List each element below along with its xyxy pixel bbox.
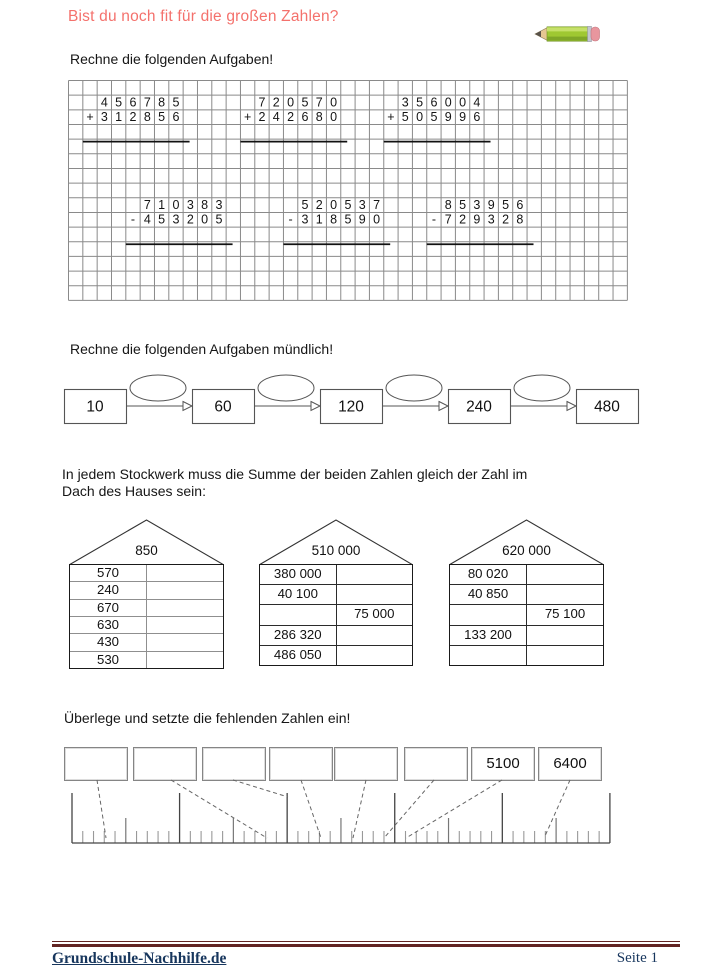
house-cell-empty bbox=[147, 617, 223, 633]
sequence-value: 60 bbox=[214, 398, 232, 416]
connector-dashed-line bbox=[97, 780, 106, 838]
house-cell-value: 133 200 bbox=[450, 626, 527, 645]
footer-page-number: Seite 1 bbox=[616, 950, 658, 966]
operator-sign: + bbox=[243, 110, 252, 125]
house-cell-empty bbox=[337, 626, 413, 645]
operand-digit: 8 bbox=[143, 110, 151, 125]
house-roof bbox=[259, 519, 413, 565]
house-cell-value: 80 020 bbox=[450, 565, 527, 584]
arrow-head-icon bbox=[311, 402, 320, 411]
house-floor bbox=[70, 581, 223, 598]
operand-digit: 8 bbox=[158, 95, 166, 110]
house-body bbox=[69, 564, 224, 669]
house-cell-empty bbox=[147, 652, 223, 668]
operand-digit: 7 bbox=[373, 198, 381, 213]
arrow-head-icon bbox=[439, 402, 448, 411]
house-cell-empty bbox=[450, 646, 527, 665]
house-cell-value: 570 bbox=[70, 565, 147, 581]
house-roof bbox=[449, 519, 604, 565]
operand-digit: 0 bbox=[373, 212, 381, 227]
house-body bbox=[259, 564, 413, 666]
arrow-head-icon bbox=[183, 402, 192, 411]
house-cell-value: 40 850 bbox=[450, 585, 527, 604]
operand-digit: 3 bbox=[358, 198, 366, 213]
house-floor bbox=[260, 645, 412, 665]
operand-digit: 4 bbox=[143, 212, 151, 227]
house-floor bbox=[70, 565, 223, 581]
missing-number-box bbox=[404, 747, 468, 781]
house bbox=[69, 519, 224, 667]
house-floor bbox=[450, 604, 603, 624]
missing-number-box bbox=[133, 747, 197, 781]
house-floor bbox=[260, 565, 412, 584]
house bbox=[449, 519, 604, 642]
section3-label bbox=[62, 466, 527, 499]
operator-sign: - bbox=[431, 212, 437, 227]
house-floor bbox=[450, 565, 603, 584]
house-floor bbox=[70, 599, 223, 616]
operation-oval bbox=[130, 375, 186, 401]
house-cell-empty bbox=[147, 582, 223, 598]
operator-sign: + bbox=[387, 110, 395, 125]
house-cell-value: 430 bbox=[70, 634, 147, 650]
operand-digit: 9 bbox=[487, 198, 495, 213]
pencil-icon bbox=[533, 23, 601, 45]
house-cell-empty bbox=[527, 585, 603, 604]
connector-dashed-line bbox=[545, 780, 570, 836]
house-cell-value: 75 000 bbox=[354, 606, 395, 622]
operand-digit: 9 bbox=[358, 212, 366, 227]
missing-number-box bbox=[64, 747, 128, 781]
operand-digit: 0 bbox=[444, 95, 452, 110]
operand-digit: 0 bbox=[416, 110, 424, 125]
house-cell-value: 486 050 bbox=[260, 646, 337, 665]
house-floor bbox=[260, 625, 412, 645]
operand-digit: 3 bbox=[487, 212, 495, 227]
operand-digit: 5 bbox=[115, 95, 123, 110]
section2-label: Rechne die folgenden Aufgaben mündlich! bbox=[70, 341, 334, 357]
operand-digit: 7 bbox=[143, 95, 151, 110]
operand-digit: 2 bbox=[459, 212, 467, 227]
operand-digit: 5 bbox=[172, 95, 180, 110]
operand-digit: 1 bbox=[158, 198, 166, 213]
house-floor bbox=[70, 616, 223, 633]
operator-sign: - bbox=[130, 212, 136, 227]
operand-digit: 8 bbox=[516, 212, 524, 227]
operand-digit: 6 bbox=[516, 198, 524, 213]
house-cell-empty bbox=[147, 634, 223, 650]
house-cell-empty bbox=[527, 565, 603, 584]
operand-digit: 6 bbox=[129, 95, 137, 110]
house-floor bbox=[260, 584, 412, 604]
roof-sum-label: 850 bbox=[135, 543, 158, 558]
operand-digit: 2 bbox=[186, 212, 194, 227]
house-cell-value: 380 000 bbox=[260, 565, 337, 584]
instruction-line-1: In jedem Stockwerk muss die Summe der beiden Zahlen gleich der Zahl im bbox=[62, 466, 528, 482]
houses-figure bbox=[0, 519, 714, 665]
operand-digit: 4 bbox=[473, 95, 481, 110]
roof-sum-label: 620 000 bbox=[502, 543, 551, 558]
house-cell-value: 286 320 bbox=[260, 626, 337, 645]
missing-number-box bbox=[202, 747, 266, 781]
operand-digit: 7 bbox=[143, 198, 151, 213]
operand-digit: 8 bbox=[315, 110, 323, 125]
operand-digit: 5 bbox=[502, 198, 510, 213]
sequence-value: 120 bbox=[338, 398, 364, 416]
operand-digit: 9 bbox=[473, 212, 481, 227]
given-number-box: 5100 bbox=[471, 747, 535, 781]
operand-digit: 4 bbox=[272, 110, 280, 125]
operator-sign: + bbox=[86, 110, 94, 125]
sequence-value: 480 bbox=[594, 398, 620, 416]
footer-site-link[interactable]: Grundschule-Nachhilfe.de bbox=[52, 950, 227, 967]
operand-digit: 5 bbox=[344, 212, 352, 227]
operand-digit: 7 bbox=[258, 95, 266, 110]
operand-digit: 0 bbox=[287, 95, 295, 110]
given-number-box: 6400 bbox=[538, 747, 602, 781]
operator-sign: - bbox=[288, 212, 293, 227]
roof-sum-label: 510 000 bbox=[311, 543, 361, 558]
operand-digit: 9 bbox=[459, 110, 467, 125]
house-cell-value: 630 bbox=[70, 617, 147, 633]
connector-dashed-line bbox=[301, 780, 321, 838]
operand-digit: 6 bbox=[430, 95, 438, 110]
missing-number-box bbox=[269, 747, 333, 781]
house-cell-empty bbox=[450, 605, 527, 624]
house-cell-empty bbox=[527, 646, 603, 665]
operand-digit: 2 bbox=[315, 198, 323, 213]
sequence-value: 10 bbox=[86, 398, 104, 416]
operand-digit: 2 bbox=[502, 212, 510, 227]
house-floor bbox=[450, 584, 603, 604]
connector-dashed-line bbox=[406, 780, 502, 838]
operand-digit: 5 bbox=[301, 198, 309, 213]
operand-digit: 5 bbox=[430, 110, 438, 125]
operation-oval bbox=[386, 375, 442, 401]
operand-digit: 3 bbox=[100, 110, 108, 125]
house-cell-empty bbox=[260, 605, 337, 624]
house-floor bbox=[260, 604, 412, 624]
house-cell-empty bbox=[337, 646, 413, 665]
operand-digit: 2 bbox=[258, 110, 266, 125]
operand-digit: 2 bbox=[129, 110, 137, 125]
house-cell-value: 240 bbox=[70, 582, 147, 598]
operand-digit: 4 bbox=[100, 95, 108, 110]
house-cell-empty bbox=[527, 626, 603, 645]
house-cell-value: 530 bbox=[70, 652, 147, 668]
operand-digit: 0 bbox=[201, 212, 209, 227]
house-cell-value: 75 100 bbox=[544, 606, 586, 622]
operand-digit: 5 bbox=[158, 110, 166, 125]
operand-digit: 5 bbox=[158, 212, 166, 227]
operand-digit: 3 bbox=[401, 95, 409, 110]
operand-digit: 2 bbox=[287, 110, 295, 125]
operand-digit: 3 bbox=[186, 198, 194, 213]
operand-digit: 0 bbox=[330, 110, 338, 125]
house-cell-empty bbox=[337, 565, 413, 584]
house-body bbox=[449, 564, 604, 666]
operand-digit: 3 bbox=[172, 212, 180, 227]
arrow-head-icon bbox=[567, 402, 576, 411]
operation-oval bbox=[514, 375, 570, 401]
house-roof bbox=[69, 519, 224, 565]
missing-number-box bbox=[334, 747, 398, 781]
operand-digit: 6 bbox=[172, 110, 180, 125]
house-floor bbox=[70, 651, 223, 668]
operand-digit: 5 bbox=[215, 212, 223, 227]
operand-digit: 2 bbox=[272, 95, 280, 110]
house-cell-value: 40 100 bbox=[260, 585, 337, 604]
operand-digit: 5 bbox=[416, 95, 424, 110]
page-title: Bist du noch fit für die großen Zahlen? bbox=[68, 8, 339, 25]
section1-label: Rechne die folgenden Aufgaben! bbox=[70, 51, 274, 67]
section4-label: Überlege und setzte die fehlenden Zahlen ein! bbox=[64, 710, 351, 726]
operand-digit: 3 bbox=[473, 198, 481, 213]
doubling-sequence-figure bbox=[0, 360, 714, 430]
sequence-value: 240 bbox=[466, 398, 492, 416]
operand-digit: 3 bbox=[215, 198, 223, 213]
instruction-line-2: Dach des Hauses sein: bbox=[62, 482, 206, 499]
house-cell-value: 670 bbox=[70, 600, 147, 616]
operation-oval bbox=[258, 375, 314, 401]
house bbox=[259, 519, 413, 662]
operand-digit: 8 bbox=[201, 198, 209, 213]
calc-grid bbox=[68, 80, 629, 303]
house-floor bbox=[450, 645, 603, 665]
house-floor bbox=[70, 633, 223, 650]
number-line-figure bbox=[0, 778, 714, 850]
operand-digit: 0 bbox=[330, 198, 338, 213]
operand-digit: 1 bbox=[115, 110, 123, 125]
operand-digit: 5 bbox=[459, 198, 467, 213]
operand-digit: 6 bbox=[301, 110, 309, 125]
house-cell-empty bbox=[147, 565, 223, 581]
connector-dashed-line bbox=[233, 780, 288, 797]
connector-dashed-line bbox=[171, 780, 267, 838]
operand-digit: 8 bbox=[444, 198, 452, 213]
operand-digit: 9 bbox=[444, 110, 452, 125]
operand-digit: 5 bbox=[344, 198, 352, 213]
operand-digit: 3 bbox=[301, 212, 309, 227]
footer bbox=[52, 950, 658, 968]
operand-digit: 1 bbox=[315, 212, 323, 227]
operand-digit: 7 bbox=[444, 212, 452, 227]
operand-digit: 0 bbox=[172, 198, 180, 213]
operand-digit: 0 bbox=[330, 95, 338, 110]
operand-digit: 6 bbox=[473, 110, 481, 125]
house-cell-empty bbox=[147, 600, 223, 616]
operand-digit: 8 bbox=[330, 212, 338, 227]
operand-digit: 5 bbox=[301, 95, 309, 110]
answer-boxes-row bbox=[0, 747, 714, 781]
connector-dashed-line bbox=[353, 780, 366, 838]
house-cell-empty bbox=[337, 585, 413, 604]
footer-divider bbox=[52, 941, 680, 947]
connector-dashed-line bbox=[384, 780, 434, 838]
house-floor bbox=[450, 625, 603, 645]
operand-digit: 0 bbox=[459, 95, 467, 110]
operand-digit: 5 bbox=[401, 110, 409, 125]
operand-digit: 7 bbox=[315, 95, 323, 110]
